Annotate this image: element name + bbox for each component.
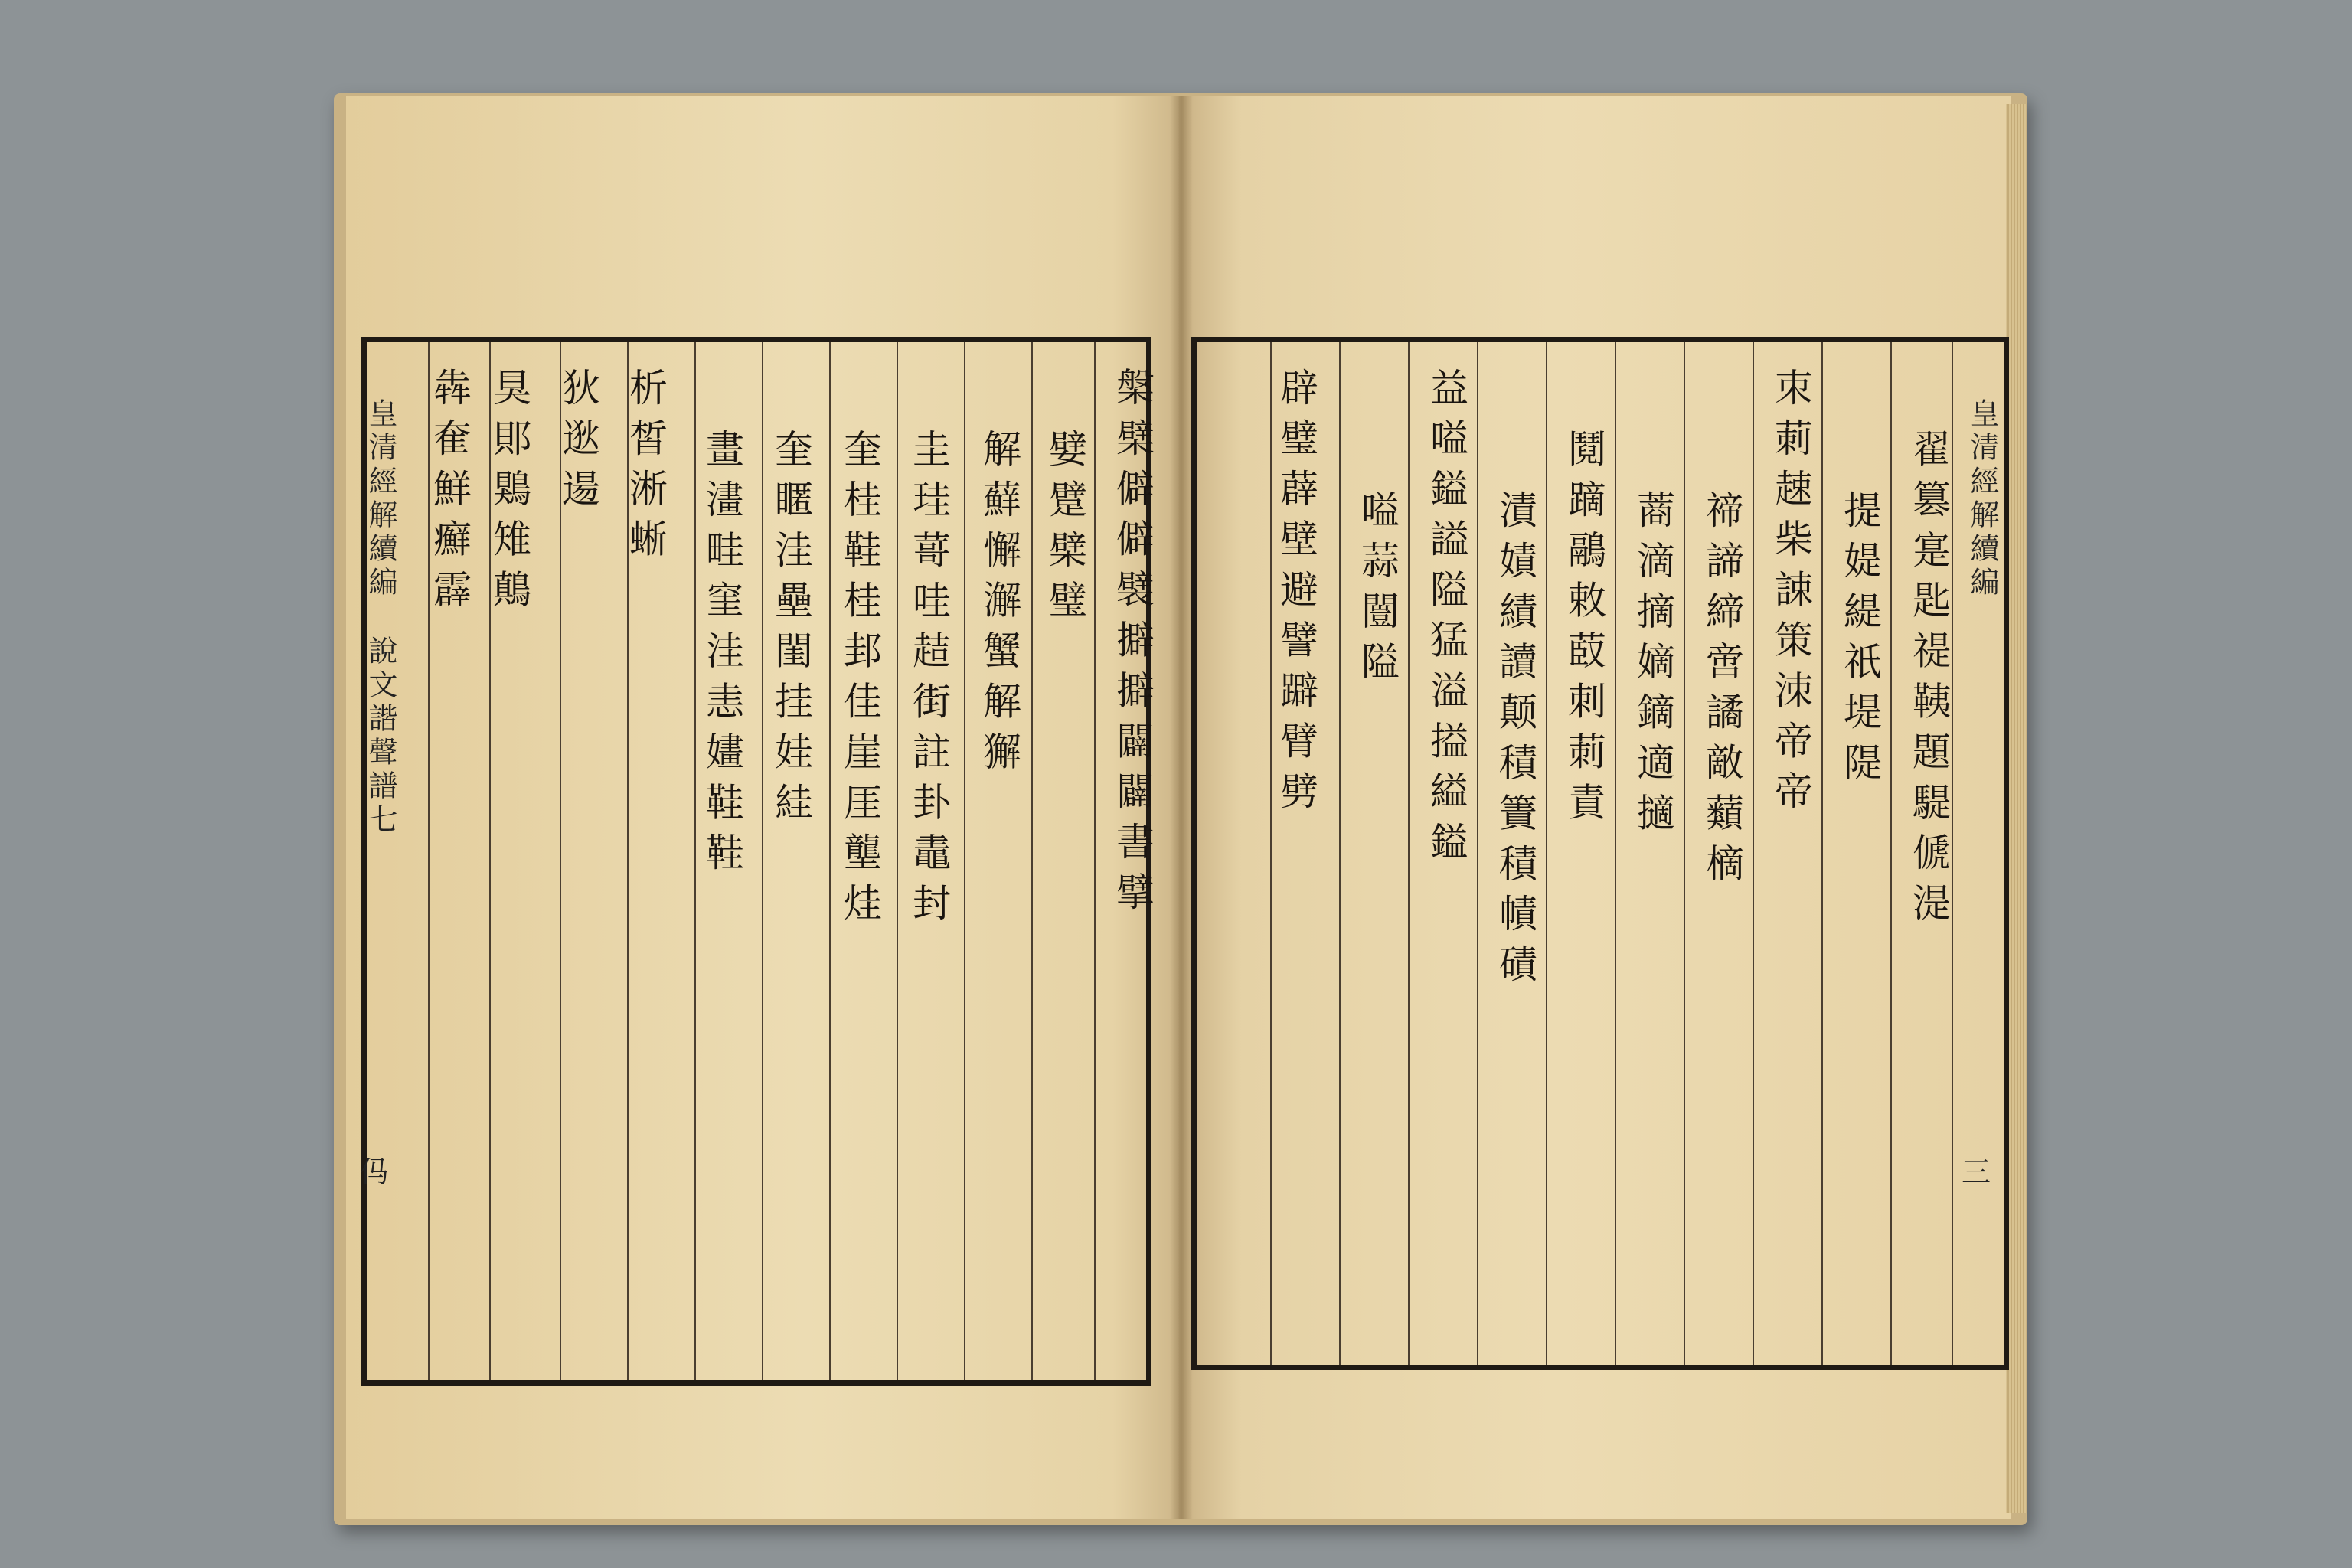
text-column: 漬 嫧 績 讀 颠 積 簀 積 幘 磧 <box>1493 490 1537 983</box>
text-column: 槃 檗 僻 僻 襞 擗 擗 闢 闢 書 擘 <box>1110 368 1155 910</box>
text-column: 畫 澅 畦 窐 洼 恚 嫿 鞋 鞋 <box>700 429 744 871</box>
text-column: 奎 桂 鞋 桂 邽 佳 崖 厓 壟 烓 <box>838 429 882 922</box>
column-rule <box>1339 342 1341 1365</box>
text-column: 犇 奞 鮮 癬 霹 <box>427 368 472 608</box>
text-column: 圭 珪 䔅 哇 趌 街 註 卦 鼃 封 <box>906 429 951 922</box>
column-rule <box>964 342 965 1380</box>
text-column: 翟 篡 寔 匙 禔 䩟 題 騠 傂 湜 <box>1906 429 1951 922</box>
text-column: 嗌 蒜 闓 隘 <box>1355 490 1400 680</box>
text-column: 禘 諦 締 啻 譎 敵 蘱 樀 <box>1700 490 1744 882</box>
text-column: 狊 郥 鶪 雉 鷏 <box>487 368 531 608</box>
left-side-title: 皇清經解續編 <box>364 398 397 600</box>
text-column: 蔏 滴 摘 嫡 鏑 適 擿 <box>1631 490 1675 831</box>
text-column: 析 皙 淅 蜥 <box>623 368 668 557</box>
text-column: 提 媞 緹 祇 堤 隄 <box>1838 490 1882 781</box>
right-folio: 三 <box>1962 1155 1991 1189</box>
text-column: 朿 莿 趚 柴 誎 策 洓 帝 帝 <box>1769 368 1813 810</box>
text-column: 辟 璧 薜 壁 避 譬 躃 臂 劈 <box>1274 368 1318 810</box>
text-column: 奎 䁥 洼 壘 閨 挂 娃 絓 <box>769 429 813 821</box>
left-folio: 㐷 <box>360 1155 390 1189</box>
text-column: 鬩 蹢 鷊 敕 菣 刺 莿 責 <box>1562 429 1606 821</box>
text-column: 益 嗌 鎰 謚 隘 猛 溢 搤 縊 鎰 <box>1424 368 1468 861</box>
left-side-section: 說文諧聲譜七 <box>364 635 397 838</box>
text-column: 解 蘚 懈 澥 蟹 解 獬 <box>977 429 1021 770</box>
text-column: 狄 逖 逿 <box>556 368 600 507</box>
right-side-title: 皇清經解續編 <box>1965 398 1999 600</box>
book-gutter <box>1170 96 1193 1519</box>
text-column: 嬖 躄 檗 璧 <box>1043 429 1087 619</box>
